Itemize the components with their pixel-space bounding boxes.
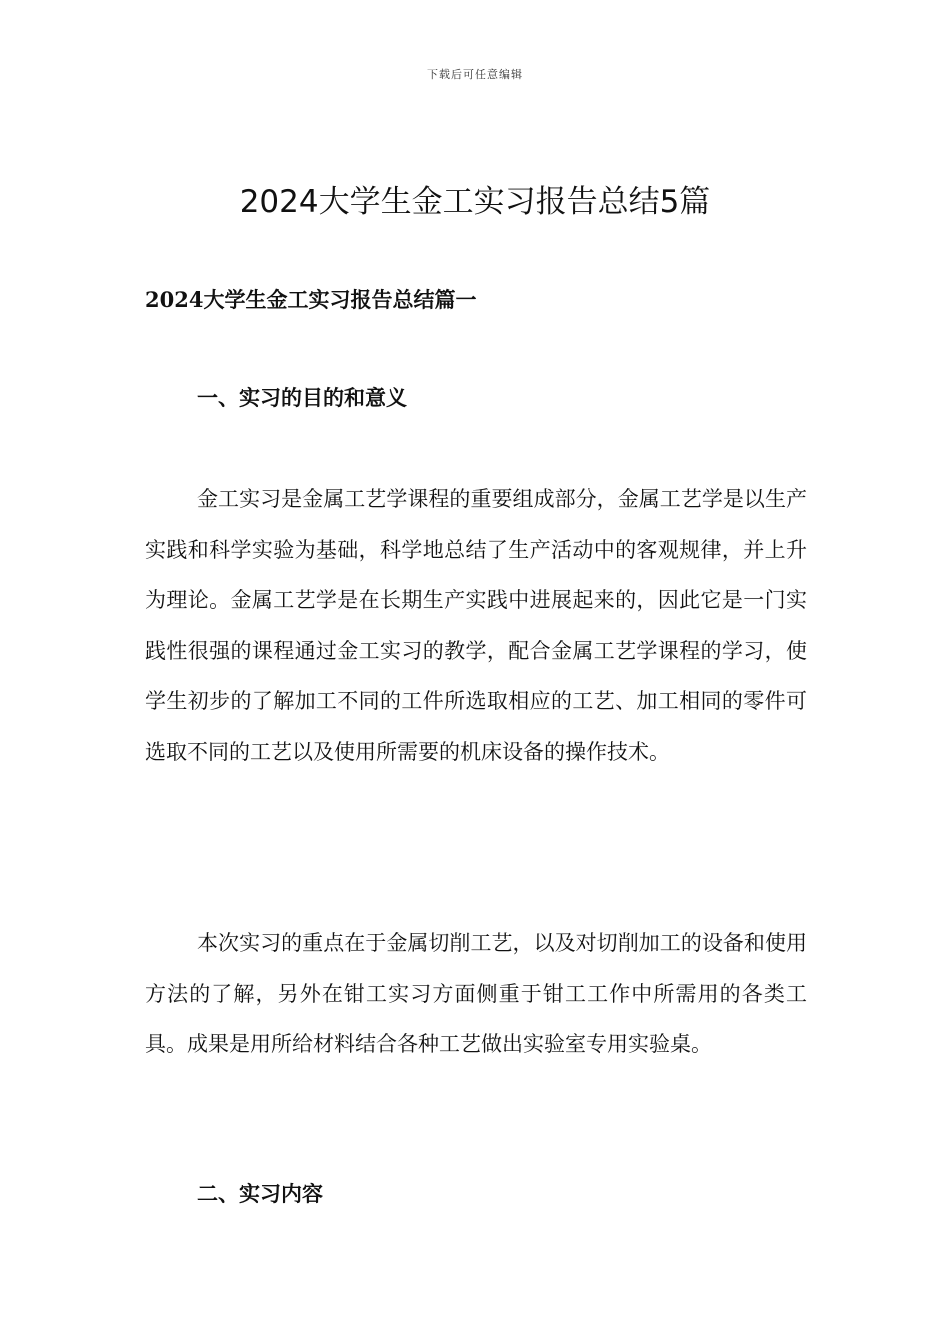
- paragraph-purpose-1: 金工实习是金属工艺学课程的重要组成部分，金属工艺学是以生产实践和科学实验为基础，科学地总结了生产活动中的客观规律，并上升为理论。金属工艺学是在长期生产实践中进展起来的，因此它是一门实践性很强的课程通过金工实习的教学，配合金属工艺学课程的学习，使学生初步的了解加工不同的工件所选取相应的工艺、加工相同的零件可选取不同的工艺以及使用所需要的机床设备的操作技术。: [145, 487, 807, 764]
- header-note: 下载后可任意编辑: [427, 68, 523, 81]
- section-heading-content: 二、实习内容: [197, 1181, 323, 1206]
- section-heading-purpose: 一、实习的目的和意义: [197, 385, 407, 410]
- article-heading: 2024大学生金工实习报告总结篇一: [145, 287, 477, 312]
- document-title: 2024大学生金工实习报告总结5篇: [239, 184, 711, 220]
- paragraph-purpose-2: 本次实习的重点在于金属切削工艺，以及对切削加工的设备和使用方法的了解，另外在钳工实习方面侧重于钳工工作中所需用的各类工具。成果是用所给材料结合各种工艺做出实验室专用实验桌。: [145, 931, 807, 1056]
